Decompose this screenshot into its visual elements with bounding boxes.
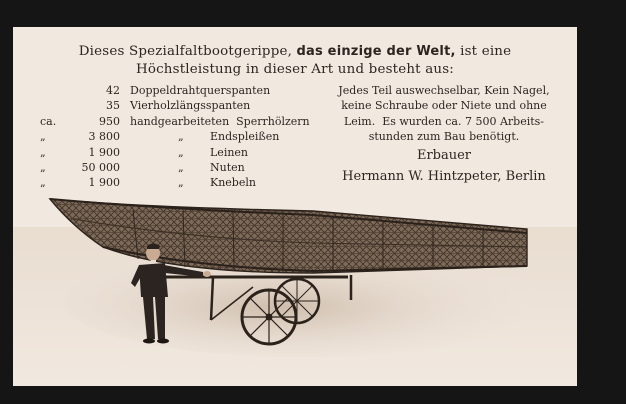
parts-prefix: ca. <box>40 114 57 128</box>
parts-prefix: „ <box>40 176 46 190</box>
construction-note <box>329 83 559 145</box>
parts-item: Vierholzlängsspanten <box>130 99 251 113</box>
parts-item: handgearbeiteten Sperrhölzern <box>130 114 310 128</box>
ditto-mark: „ <box>178 130 184 144</box>
note-line: keine Schraube oder Niete und ohne <box>341 99 547 113</box>
note-line: Leim. Es wurden ca. 7 500 Arbeits- <box>343 114 545 128</box>
boat-frame-photo <box>13 187 577 386</box>
parts-quantity: 42 <box>106 84 120 97</box>
parts-item: Leinen <box>210 145 249 159</box>
headline-line-1 <box>13 43 577 61</box>
parts-quantity: 3 800 <box>88 130 120 144</box>
parts-item: Endspleißen <box>210 130 280 144</box>
ditto-mark: „ <box>178 176 184 190</box>
ditto-mark: „ <box>178 160 184 174</box>
headline <box>13 43 577 79</box>
parts-prefix: „ <box>40 145 46 159</box>
builder-label: Erbauer <box>416 148 472 163</box>
parts-prefix: „ <box>40 130 46 144</box>
headline-emphasis: das einzige der Welt, <box>296 44 456 59</box>
postcard <box>13 27 577 386</box>
parts-quantity: 1 900 <box>88 176 120 190</box>
parts-quantity: 35 <box>106 99 120 113</box>
builder-name: Hermann W. Hintzpeter, Berlin <box>342 169 546 184</box>
parts-quantity: 1 900 <box>88 145 120 159</box>
note-line: Jedes Teil auswechselbar, Kein Nagel, <box>338 84 550 97</box>
parts-prefix: „ <box>40 160 46 174</box>
parts-item: Knebeln <box>210 176 256 190</box>
parts-item: Doppeldrahtquerspanten <box>130 84 271 97</box>
headline-line-2: Höchstleistung in dieser Art und besteht aus: <box>135 62 455 77</box>
ditto-mark: „ <box>178 145 184 159</box>
parts-item: Nuten <box>210 160 245 174</box>
headline-text: Dieses Spezialfaltbootgerippe, <box>78 44 293 59</box>
note-line: stunden zum Bau benötigt. <box>368 130 520 144</box>
parts-quantity: 50 000 <box>81 160 120 174</box>
headline-text-end: ist eine <box>460 44 512 59</box>
parts-quantity: 950 <box>99 114 120 128</box>
